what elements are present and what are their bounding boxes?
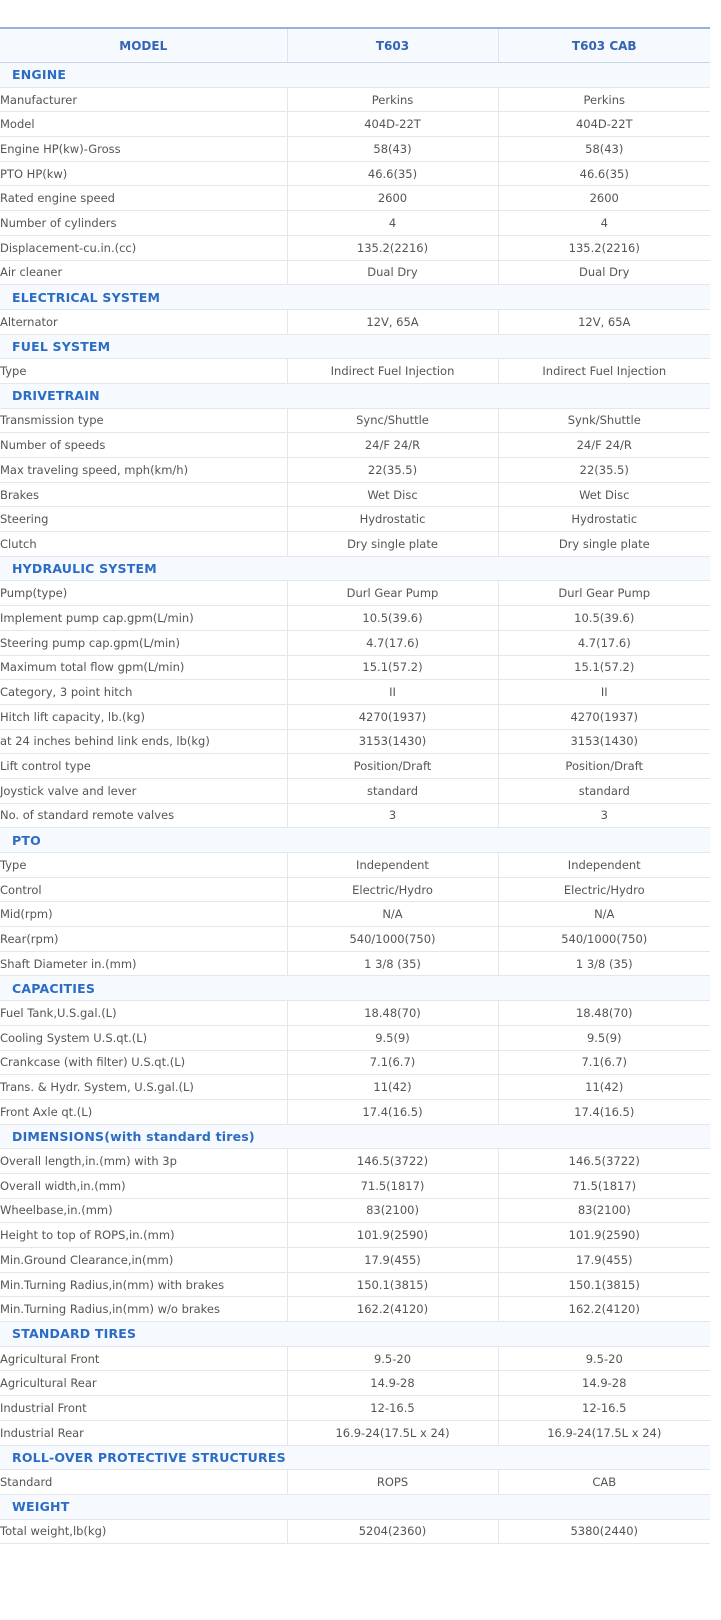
spec-label: Lift control type: [0, 754, 287, 779]
table-row: [0, 507, 710, 532]
table-row: [0, 137, 710, 162]
spec-label: Shaft Diameter in.(mm): [0, 951, 287, 976]
spec-value-t603: 10.5(39.6): [287, 606, 498, 631]
table-row: [0, 1470, 710, 1495]
section-title: ELECTRICAL SYSTEM: [0, 285, 710, 310]
table-row: [0, 630, 710, 655]
spec-value-t603: Position/Draft: [287, 754, 498, 779]
table-row: [0, 1420, 710, 1445]
spec-label: Clutch: [0, 532, 287, 557]
spec-label: Alternator: [0, 309, 287, 334]
table-row: [0, 1173, 710, 1198]
spec-value-t603-cab: Independent: [498, 853, 710, 878]
spec-value-t603-cab: 58(43): [498, 137, 710, 162]
spec-value-t603: 22(35.5): [287, 458, 498, 483]
header-model: MODEL: [0, 28, 287, 63]
spec-table: [0, 27, 710, 1544]
spec-value-t603-cab: 11(42): [498, 1075, 710, 1100]
section-row: [0, 556, 710, 581]
spec-label: Min.Turning Radius,in(mm) with brakes: [0, 1272, 287, 1297]
spec-value-t603-cab: Wet Disc: [498, 482, 710, 507]
spec-value-t603-cab: Indirect Fuel Injection: [498, 359, 710, 384]
spec-label: Number of speeds: [0, 433, 287, 458]
section-row: [0, 1124, 710, 1149]
table-row: [0, 433, 710, 458]
spec-value-t603: 4.7(17.6): [287, 630, 498, 655]
spec-value-t603-cab: 18.48(70): [498, 1001, 710, 1026]
spec-label: Standard: [0, 1470, 287, 1495]
spec-label: Trans. & Hydr. System, U.S.gal.(L): [0, 1075, 287, 1100]
spec-label: Max traveling speed, mph(km/h): [0, 458, 287, 483]
spec-label: Fuel Tank,U.S.gal.(L): [0, 1001, 287, 1026]
header-t603-cab: T603 CAB: [498, 28, 710, 63]
spec-value-t603: Hydrostatic: [287, 507, 498, 532]
spec-label: Joystick valve and lever: [0, 778, 287, 803]
spec-table-container: [0, 27, 710, 1544]
section-row: [0, 1494, 710, 1519]
table-row: [0, 655, 710, 680]
spec-value-t603: Dual Dry: [287, 260, 498, 285]
spec-body: [0, 63, 710, 1544]
spec-value-t603-cab: II: [498, 680, 710, 705]
table-row: [0, 1519, 710, 1544]
spec-value-t603: Durl Gear Pump: [287, 581, 498, 606]
spec-value-t603: 135.2(2216): [287, 235, 498, 260]
spec-value-t603-cab: 22(35.5): [498, 458, 710, 483]
spec-value-t603-cab: 3: [498, 803, 710, 828]
spec-value-t603-cab: Synk/Shuttle: [498, 408, 710, 433]
spec-label: Mid(rpm): [0, 902, 287, 927]
section-row: [0, 334, 710, 359]
spec-label: Control: [0, 877, 287, 902]
table-row: [0, 1223, 710, 1248]
spec-label: Industrial Rear: [0, 1420, 287, 1445]
table-row: [0, 1075, 710, 1100]
table-row: [0, 211, 710, 236]
section-row: [0, 1322, 710, 1347]
spec-value-t603: 24/F 24/R: [287, 433, 498, 458]
table-row: [0, 778, 710, 803]
table-row: [0, 877, 710, 902]
spec-value-t603-cab: 101.9(2590): [498, 1223, 710, 1248]
spec-value-t603: 404D-22T: [287, 112, 498, 137]
section-title: DRIVETRAIN: [0, 383, 710, 408]
spec-value-t603-cab: 4.7(17.6): [498, 630, 710, 655]
spec-value-t603-cab: 135.2(2216): [498, 235, 710, 260]
spec-label: No. of standard remote valves: [0, 803, 287, 828]
spec-value-t603-cab: CAB: [498, 1470, 710, 1495]
spec-value-t603-cab: 540/1000(750): [498, 927, 710, 952]
spec-value-t603-cab: Hydrostatic: [498, 507, 710, 532]
spec-value-t603-cab: Electric/Hydro: [498, 877, 710, 902]
spec-value-t603: Dry single plate: [287, 532, 498, 557]
table-row: [0, 1099, 710, 1124]
spec-value-t603-cab: Durl Gear Pump: [498, 581, 710, 606]
spec-value-t603-cab: 46.6(35): [498, 161, 710, 186]
spec-value-t603-cab: 71.5(1817): [498, 1173, 710, 1198]
spec-value-t603: 146.5(3722): [287, 1149, 498, 1174]
section-title: DIMENSIONS(with standard tires): [0, 1124, 710, 1149]
spec-value-t603: 4: [287, 211, 498, 236]
spec-value-t603: ROPS: [287, 1470, 498, 1495]
spec-label: Wheelbase,in.(mm): [0, 1198, 287, 1223]
spec-label: at 24 inches behind link ends, lb(kg): [0, 729, 287, 754]
spec-label: Type: [0, 853, 287, 878]
spec-label: Category, 3 point hitch: [0, 680, 287, 705]
spec-label: Type: [0, 359, 287, 384]
table-row: [0, 680, 710, 705]
spec-value-t603: 150.1(3815): [287, 1272, 498, 1297]
table-row: [0, 1198, 710, 1223]
section-row: [0, 828, 710, 853]
table-row: [0, 359, 710, 384]
table-row: [0, 1297, 710, 1322]
table-row: [0, 458, 710, 483]
table-row: [0, 803, 710, 828]
header-row: [0, 28, 710, 63]
table-row: [0, 186, 710, 211]
spec-value-t603: II: [287, 680, 498, 705]
spec-label: Agricultural Rear: [0, 1371, 287, 1396]
spec-label: Total weight,lb(kg): [0, 1519, 287, 1544]
spec-value-t603: Independent: [287, 853, 498, 878]
spec-value-t603-cab: 17.9(455): [498, 1248, 710, 1273]
table-row: [0, 482, 710, 507]
spec-value-t603: Sync/Shuttle: [287, 408, 498, 433]
table-row: [0, 1248, 710, 1273]
table-row: [0, 235, 710, 260]
table-row: [0, 1001, 710, 1026]
spec-value-t603-cab: 4: [498, 211, 710, 236]
spec-label: Hitch lift capacity, lb.(kg): [0, 704, 287, 729]
spec-value-t603: 14.9-28: [287, 1371, 498, 1396]
spec-label: Brakes: [0, 482, 287, 507]
spec-value-t603-cab: 2600: [498, 186, 710, 211]
spec-label: Maximum total flow gpm(L/min): [0, 655, 287, 680]
spec-value-t603-cab: 5380(2440): [498, 1519, 710, 1544]
table-row: [0, 1371, 710, 1396]
section-title: ENGINE: [0, 63, 710, 88]
spec-value-t603: 2600: [287, 186, 498, 211]
spec-value-t603: 3: [287, 803, 498, 828]
spec-label: Rear(rpm): [0, 927, 287, 952]
spec-value-t603: 83(2100): [287, 1198, 498, 1223]
spec-value-t603-cab: 9.5-20: [498, 1346, 710, 1371]
table-row: [0, 309, 710, 334]
spec-label: Pump(type): [0, 581, 287, 606]
spec-value-t603: 162.2(4120): [287, 1297, 498, 1322]
table-row: [0, 1272, 710, 1297]
spec-label: Implement pump cap.gpm(L/min): [0, 606, 287, 631]
section-title: FUEL SYSTEM: [0, 334, 710, 359]
header-t603: T603: [287, 28, 498, 63]
section-row: [0, 383, 710, 408]
table-row: [0, 581, 710, 606]
section-title: HYDRAULIC SYSTEM: [0, 556, 710, 581]
spec-label: Model: [0, 112, 287, 137]
spec-value-t603-cab: 150.1(3815): [498, 1272, 710, 1297]
spec-value-t603: 1 3/8 (35): [287, 951, 498, 976]
spec-label: Displacement-cu.in.(cc): [0, 235, 287, 260]
table-row: [0, 754, 710, 779]
spec-value-t603: Electric/Hydro: [287, 877, 498, 902]
spec-value-t603-cab: Dual Dry: [498, 260, 710, 285]
table-row: [0, 951, 710, 976]
spec-label: Min.Ground Clearance,in(mm): [0, 1248, 287, 1273]
table-row: [0, 408, 710, 433]
spec-value-t603: Wet Disc: [287, 482, 498, 507]
spec-label: PTO HP(kw): [0, 161, 287, 186]
spec-label: Height to top of ROPS,in.(mm): [0, 1223, 287, 1248]
spec-value-t603-cab: 146.5(3722): [498, 1149, 710, 1174]
spec-value-t603: 9.5(9): [287, 1025, 498, 1050]
spec-value-t603: 17.9(455): [287, 1248, 498, 1273]
section-row: [0, 63, 710, 88]
spec-value-t603: 3153(1430): [287, 729, 498, 754]
spec-label: Agricultural Front: [0, 1346, 287, 1371]
spec-value-t603: 540/1000(750): [287, 927, 498, 952]
table-row: [0, 729, 710, 754]
section-row: [0, 285, 710, 310]
spec-value-t603: 16.9-24(17.5L x 24): [287, 1420, 498, 1445]
spec-value-t603: 5204(2360): [287, 1519, 498, 1544]
table-row: [0, 902, 710, 927]
table-row: [0, 161, 710, 186]
spec-value-t603: 18.48(70): [287, 1001, 498, 1026]
spec-value-t603-cab: Dry single plate: [498, 532, 710, 557]
spec-value-t603: 4270(1937): [287, 704, 498, 729]
spec-value-t603-cab: 3153(1430): [498, 729, 710, 754]
table-row: [0, 606, 710, 631]
spec-value-t603-cab: Position/Draft: [498, 754, 710, 779]
section-title: STANDARD TIRES: [0, 1322, 710, 1347]
spec-value-t603: 15.1(57.2): [287, 655, 498, 680]
spec-label: Front Axle qt.(L): [0, 1099, 287, 1124]
table-row: [0, 1346, 710, 1371]
table-row: [0, 260, 710, 285]
spec-value-t603: 71.5(1817): [287, 1173, 498, 1198]
section-title: ROLL-OVER PROTECTIVE STRUCTURES: [0, 1445, 710, 1470]
spec-label: Air cleaner: [0, 260, 287, 285]
table-row: [0, 853, 710, 878]
spec-value-t603: 101.9(2590): [287, 1223, 498, 1248]
spec-value-t603: 12V, 65A: [287, 309, 498, 334]
spec-value-t603-cab: Perkins: [498, 87, 710, 112]
spec-value-t603-cab: 9.5(9): [498, 1025, 710, 1050]
spec-value-t603-cab: 15.1(57.2): [498, 655, 710, 680]
spec-value-t603-cab: 83(2100): [498, 1198, 710, 1223]
table-row: [0, 1050, 710, 1075]
table-row: [0, 112, 710, 137]
spec-label: Overall length,in.(mm) with 3p: [0, 1149, 287, 1174]
spec-label: Overall width,in.(mm): [0, 1173, 287, 1198]
spec-value-t603-cab: 4270(1937): [498, 704, 710, 729]
spec-value-t603: 11(42): [287, 1075, 498, 1100]
spec-label: Engine HP(kw)-Gross: [0, 137, 287, 162]
spec-value-t603-cab: 16.9-24(17.5L x 24): [498, 1420, 710, 1445]
spec-label: Cooling System U.S.qt.(L): [0, 1025, 287, 1050]
spec-value-t603-cab: 1 3/8 (35): [498, 951, 710, 976]
spec-value-t603: 12-16.5: [287, 1396, 498, 1421]
spec-value-t603-cab: 12-16.5: [498, 1396, 710, 1421]
spec-value-t603-cab: 14.9-28: [498, 1371, 710, 1396]
spec-label: Min.Turning Radius,in(mm) w/o brakes: [0, 1297, 287, 1322]
section-title: CAPACITIES: [0, 976, 710, 1001]
spec-value-t603-cab: 162.2(4120): [498, 1297, 710, 1322]
spec-label: Steering: [0, 507, 287, 532]
spec-value-t603: 46.6(35): [287, 161, 498, 186]
spec-label: Number of cylinders: [0, 211, 287, 236]
table-row: [0, 927, 710, 952]
spec-label: Transmission type: [0, 408, 287, 433]
spec-label: Industrial Front: [0, 1396, 287, 1421]
section-row: [0, 976, 710, 1001]
spec-value-t603-cab: N/A: [498, 902, 710, 927]
spec-value-t603: 17.4(16.5): [287, 1099, 498, 1124]
table-row: [0, 1025, 710, 1050]
spec-value-t603-cab: 24/F 24/R: [498, 433, 710, 458]
spec-value-t603: standard: [287, 778, 498, 803]
spec-value-t603: 58(43): [287, 137, 498, 162]
spec-label: Steering pump cap.gpm(L/min): [0, 630, 287, 655]
spec-value-t603-cab: 10.5(39.6): [498, 606, 710, 631]
spec-value-t603-cab: standard: [498, 778, 710, 803]
spec-label: Rated engine speed: [0, 186, 287, 211]
spec-value-t603: 7.1(6.7): [287, 1050, 498, 1075]
spec-value-t603: Perkins: [287, 87, 498, 112]
section-title: WEIGHT: [0, 1494, 710, 1519]
spec-label: Crankcase (with filter) U.S.qt.(L): [0, 1050, 287, 1075]
section-row: [0, 1445, 710, 1470]
section-title: PTO: [0, 828, 710, 853]
spec-value-t603: Indirect Fuel Injection: [287, 359, 498, 384]
spec-value-t603: 9.5-20: [287, 1346, 498, 1371]
table-row: [0, 532, 710, 557]
spec-value-t603-cab: 12V, 65A: [498, 309, 710, 334]
spec-value-t603-cab: 404D-22T: [498, 112, 710, 137]
table-row: [0, 1396, 710, 1421]
spec-value-t603-cab: 17.4(16.5): [498, 1099, 710, 1124]
spec-value-t603-cab: 7.1(6.7): [498, 1050, 710, 1075]
table-row: [0, 87, 710, 112]
spec-label: Manufacturer: [0, 87, 287, 112]
table-row: [0, 704, 710, 729]
spec-value-t603: N/A: [287, 902, 498, 927]
table-row: [0, 1149, 710, 1174]
